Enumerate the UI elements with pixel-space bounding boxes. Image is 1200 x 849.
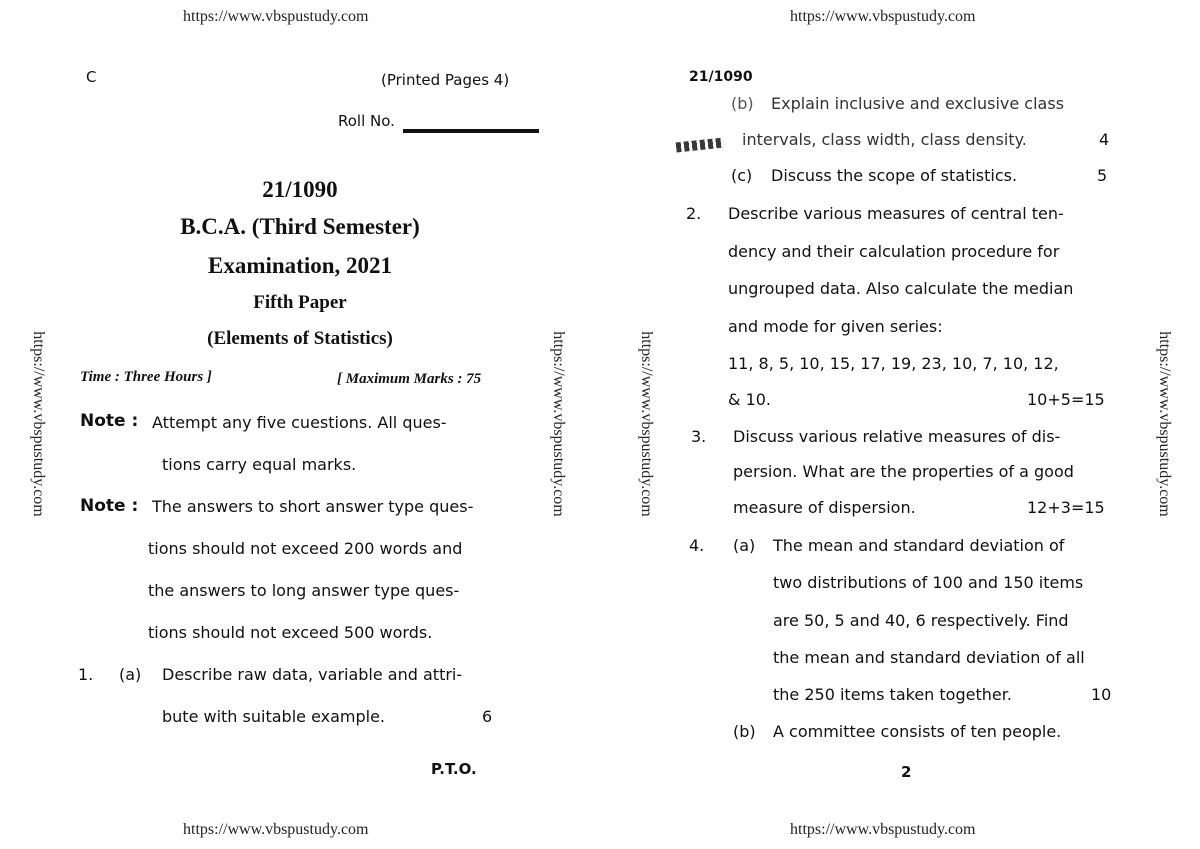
q1b-line2: intervals, class width, class density. <box>742 130 1027 149</box>
q2-number: 2. <box>686 204 702 223</box>
note1-label: Note : <box>80 411 139 431</box>
course-title: B.C.A. (Third Semester) <box>180 214 420 239</box>
roll-no-label: Roll No. <box>338 112 395 130</box>
note2-line3: the answers to long answer type ques- <box>148 581 460 600</box>
side-url-center-right: https://www.vbspustudy.com <box>638 331 655 517</box>
footer-url-left: https://www.vbspustudy.com <box>183 821 369 838</box>
q4a-line4: the mean and standard deviation of all <box>773 648 1085 667</box>
page2-paper-code: 21/1090 <box>689 69 753 85</box>
series-letter: C <box>86 68 97 86</box>
note2-line2: tions should not exceed 200 words and <box>148 539 463 558</box>
note1-line2: tions carry equal marks. <box>162 455 357 474</box>
q4a-line1: The mean and standard deviation of <box>773 536 1065 555</box>
q1b-label: (b) <box>731 94 754 113</box>
side-url-right: https://www.vbspustudy.com <box>1156 331 1173 517</box>
q4a-label: (a) <box>733 536 756 555</box>
q1b-marks: 4 <box>1099 130 1110 149</box>
q2-line2: dency and their calculation procedure for <box>728 242 1060 261</box>
q1-number: 1. <box>78 665 94 684</box>
q3-marks: 12+3=15 <box>1027 498 1105 517</box>
q1c-marks: 5 <box>1097 166 1108 185</box>
q2-line4: and mode for given series: <box>728 317 943 336</box>
q3-number: 3. <box>691 427 707 446</box>
note2-line4: tions should not exceed 500 words. <box>148 623 433 642</box>
paper-name: Fifth Paper <box>253 292 347 313</box>
printed-pages: (Printed Pages 4) <box>381 71 510 89</box>
q1a-label: (a) <box>119 665 142 684</box>
max-marks: [ Maximum Marks : 75 <box>337 371 482 387</box>
subject-title: (Elements of Statistics) <box>207 328 393 349</box>
q2-marks: 10+5=15 <box>1027 390 1105 409</box>
note2-label: Note : <box>80 496 139 516</box>
page-number: 2 <box>901 763 912 781</box>
header-url-left: https://www.vbspustudy.com <box>183 8 369 25</box>
q1a-line2: bute with suitable example. <box>162 707 386 726</box>
q1b-line1: Explain inclusive and exclusive class <box>771 94 1065 113</box>
q4a-line2: two distributions of 100 and 150 items <box>773 573 1084 592</box>
paper-code: 21/1090 <box>262 177 338 202</box>
q4b-line1: A committee consists of ten people. <box>773 722 1062 741</box>
q4a-line3: are 50, 5 and 40, 6 respectively. Find <box>773 611 1069 630</box>
header-url-right: https://www.vbspustudy.com <box>790 8 976 25</box>
pto-label: P.T.O. <box>431 760 477 778</box>
q2-line1: Describe various measures of central ten- <box>728 204 1064 223</box>
q3-line1: Discuss various relative measures of dis- <box>733 427 1061 446</box>
q1a-line1: Describe raw data, variable and attri- <box>162 665 463 684</box>
note2-line1: The answers to short answer type ques- <box>152 497 474 516</box>
exam-title: Examination, 2021 <box>207 253 393 278</box>
side-url-center-left: https://www.vbspustudy.com <box>550 331 567 517</box>
q4a-marks: 10 <box>1091 685 1112 704</box>
q4a-line5: the 250 items taken together. <box>773 685 1012 704</box>
q1c-line1: Discuss the scope of statistics. <box>771 166 1018 185</box>
q1c-label: (c) <box>731 166 753 185</box>
q4-number: 4. <box>689 536 705 555</box>
side-url-left: https://www.vbspustudy.com <box>30 331 47 517</box>
q1a-marks: 6 <box>482 707 493 726</box>
q4b-label: (b) <box>733 722 756 741</box>
ink-smudge <box>676 138 725 153</box>
q2-line6: & 10. <box>728 390 772 409</box>
q2-line5: 11, 8, 5, 10, 15, 17, 19, 23, 10, 7, 10, 12, <box>728 354 1059 373</box>
q2-line3: ungrouped data. Also calculate the median <box>728 279 1074 298</box>
roll-no-line <box>403 129 539 133</box>
footer-url-right: https://www.vbspustudy.com <box>790 821 976 838</box>
note1-line1: Attempt any five cuestions. All ques- <box>152 413 447 432</box>
q3-line3: measure of dispersion. <box>733 498 916 517</box>
q3-line2: persion. What are the properties of a good <box>733 462 1074 481</box>
time-label: Time : Three Hours ] <box>80 369 212 385</box>
